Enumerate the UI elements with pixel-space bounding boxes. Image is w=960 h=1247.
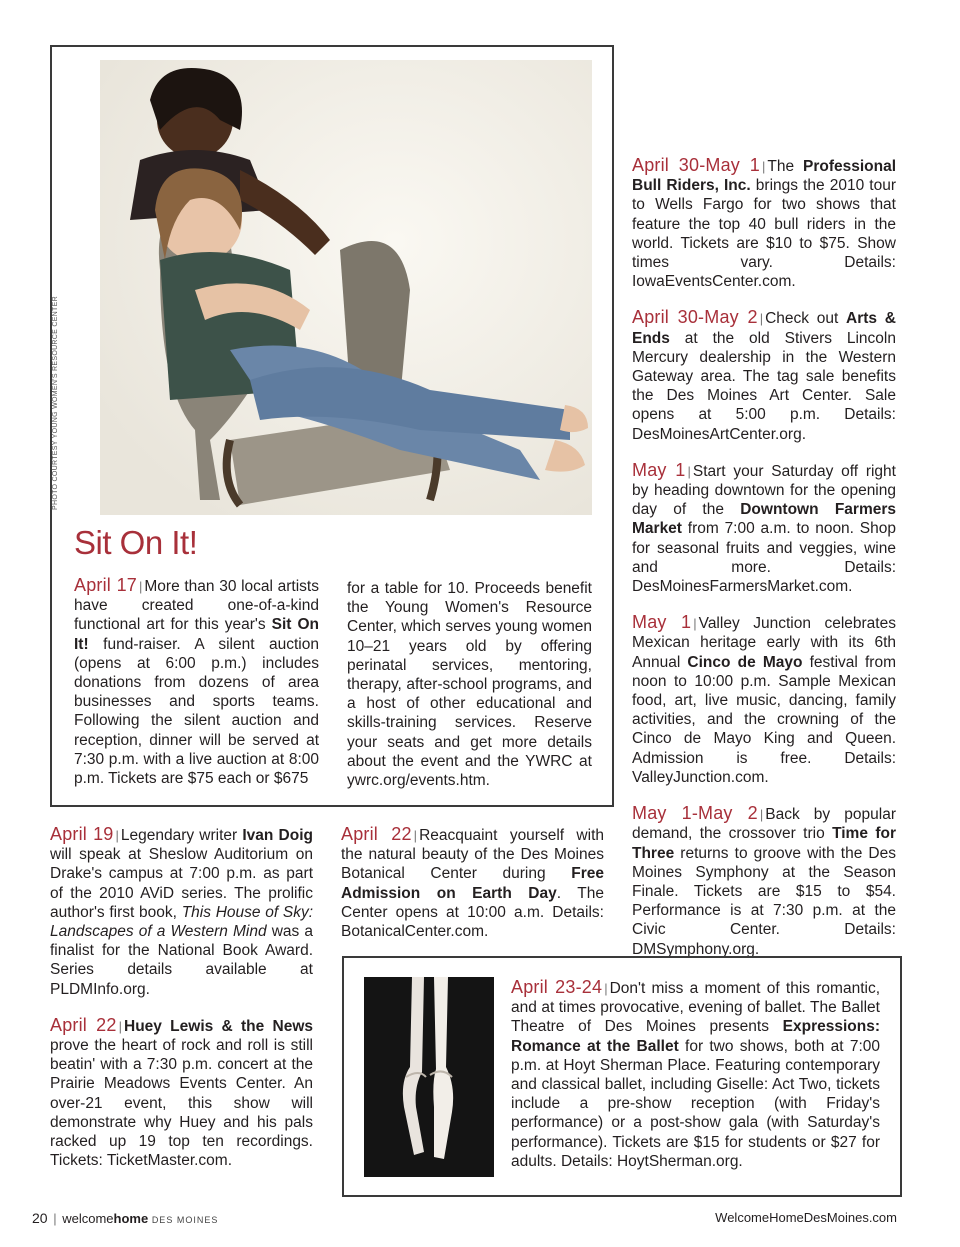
event-text: returns to groove with the Des Moines Symphony at the Season Finale. Tickets are $15 to $54. Performance is at 7:30 p.m. at the Civic Center. Details: DMSymphony.org. xyxy=(632,844,896,958)
pointe-shoes-illustration xyxy=(364,977,494,1177)
photo-credit: PHOTO COURTESY YOUNG WOMEN'S RESOURCE CENTER xyxy=(52,296,59,510)
event-text: will speak at Sheslow Auditorium on Drake's campus at 7:00 p.m. as part of the 2010 AViD series. The prolific author's first book, xyxy=(50,846,313,921)
event-date: May 1 xyxy=(632,612,692,633)
separator: | xyxy=(687,463,691,479)
event-text: brings the 2010 tour to Wells Fargo for two shows that feature the top 40 bull riders in the world. Tickets are $10 to $75. Show times vary. Details: IowaEventsCenter.com. xyxy=(632,177,896,291)
brand-city: DES MOINES xyxy=(151,1215,219,1225)
feature-col-1 xyxy=(74,576,319,788)
ballet-photo xyxy=(364,977,494,1177)
event-text: for a table for 10. Proceeds benefit the Young Women's Resource Center, which serves young women 10–21 years old by offering perinatal services, mentoring, therapy, after-school programs, and a host of other educational and skills-training services. Reserve your seats and get more details about the event and the YWRC at ywrc.org/events.htm. xyxy=(347,580,592,790)
event-date: April 22 xyxy=(341,824,412,844)
separator: | xyxy=(413,828,418,843)
brand-home: home xyxy=(113,1211,149,1226)
list-item xyxy=(632,613,896,787)
event-text: Legendary writer xyxy=(120,827,243,844)
separator: | xyxy=(759,311,764,327)
event-text: festival from noon to 10:00 p.m. Sample Mexican food, art, live music, dancing, family activities, and the crowning of the Cinco de Mayo King and Queen. Admission is free. Details: ValleyJunction.com. xyxy=(632,653,896,786)
separator: | xyxy=(693,616,697,632)
event-date: April 19 xyxy=(50,824,114,844)
event-date: April 30-May 2 xyxy=(632,307,758,328)
list-item xyxy=(632,804,896,959)
event-text: prove the heart of rock and roll is still beatin' with a 7:30 p.m. concert at the Prairie Meadows Events Center. An over-21 event, this show will demonstrate why Huey and his pals racked up 19 top ten recordings. Tickets: TicketMaster.com. xyxy=(50,1037,313,1170)
middle-column xyxy=(341,825,604,941)
event-title: Huey Lewis & the News xyxy=(124,1017,313,1035)
footer-separator: | xyxy=(53,1211,57,1226)
event-text: was a finalist for the National Book Award. Series details available at PLDMInfo.org. xyxy=(50,923,313,998)
event-title: Professional Bull Riders, Inc. xyxy=(632,158,897,195)
feature-photo xyxy=(100,60,592,515)
event-title: Ivan Doig xyxy=(242,827,313,844)
event-date: May 1-May 2 xyxy=(632,803,758,824)
event-date: April 23-24 xyxy=(511,977,603,997)
event-title: Arts & Ends xyxy=(632,310,896,347)
separator: | xyxy=(762,159,766,174)
event-date: May 1 xyxy=(632,459,686,480)
list-item xyxy=(632,156,896,291)
separator: | xyxy=(604,981,608,996)
event-date: April 30-May 1 xyxy=(632,155,760,175)
event-text: Reacquaint yourself with the natural beauty of the Des Moines Botanical Center during xyxy=(341,827,604,883)
event-text: fund-raiser. A silent auction (opens at 6:00 p.m.) includes donations from dozens of area businesses and sports teams. Following the silent auction and reception, dinner will be served at 7:30 p.m. with a live auction at 8:00 p.m. Tickets are $75 each or $675 xyxy=(74,635,319,788)
event-title: Time for Three xyxy=(632,825,896,862)
event-text: at the old Stivers Lincoln Mercury dealership in the Western Gateway area. The tag sale benefits the Des Moines Art Center. Sale opens at 5:00 p.m. Details: DesMoinesArtCenter.org. xyxy=(632,329,896,443)
brand-welcome: welcome xyxy=(62,1211,114,1226)
event-text: More than 30 local artists have created one-of-a-kind functional art for this year's xyxy=(74,578,319,634)
event-title: Expressions: Romance at the Ballet xyxy=(511,1018,880,1055)
event-text: . The Center opens at 10:00 a.m. Details: BotanicalCenter.com. xyxy=(341,884,604,941)
page-number: 20 xyxy=(32,1210,48,1226)
book-title: This House of Sky: Landscapes of a Western Mind xyxy=(50,903,314,941)
event-text: from 7:00 a.m. to noon. Shop for seasonal fruits and veggies, wine and more. Details: DesMoinesFarmersMarket.com. xyxy=(632,520,896,596)
list-item xyxy=(50,825,313,999)
left-column xyxy=(50,825,313,1187)
event-text: Valley Junction celebrates Mexican heritage early with its 6th Annual xyxy=(632,615,896,671)
event-text: Don't miss a moment of this romantic, and at times provocative, evening of ballet. The Ballet Theatre of Des Moines presents xyxy=(511,980,880,1036)
event-text: The xyxy=(767,158,803,175)
event-date: April 22 xyxy=(50,1014,117,1035)
list-item xyxy=(50,1016,313,1171)
separator: | xyxy=(118,1018,122,1034)
event-title: Sit On It! xyxy=(74,616,319,653)
event-title: Free Admission on Earth Day xyxy=(341,865,604,902)
footer-url: WelcomeHomeDesMoines.com xyxy=(715,1210,897,1225)
feature-col-2 xyxy=(347,579,592,790)
list-item xyxy=(632,308,896,443)
event-date: April 17 xyxy=(74,575,137,595)
footer-folio xyxy=(32,1210,218,1226)
feature-headline: Sit On It! xyxy=(74,524,198,561)
ballet-text xyxy=(511,978,880,1171)
right-column xyxy=(632,156,896,976)
girls-on-chair-illustration xyxy=(100,60,592,515)
event-title: Downtown Farmers Market xyxy=(632,501,897,538)
event-text: for two shows, both at 7:00 p.m. at Hoyt Sherman Place. Featuring contemporary and classical ballet, including Giselle: Act Two, tickets include a pre-show reception (with Friday's performance) or a post-show gala (with Saturday's performance). Tickets are $15 for students or $27 for adults. Details: HoytSherman.org. xyxy=(511,1037,880,1170)
event-text: Back by popular demand, the crossover trio xyxy=(632,806,896,843)
separator: | xyxy=(115,828,119,843)
separator: | xyxy=(139,579,143,594)
list-item xyxy=(632,461,896,596)
separator: | xyxy=(759,807,764,823)
event-text: Check out xyxy=(765,310,847,328)
event-title: Cinco de Mayo xyxy=(687,653,803,671)
event-text: Start your Saturday off right by heading downtown for the opening day of the xyxy=(632,462,896,519)
